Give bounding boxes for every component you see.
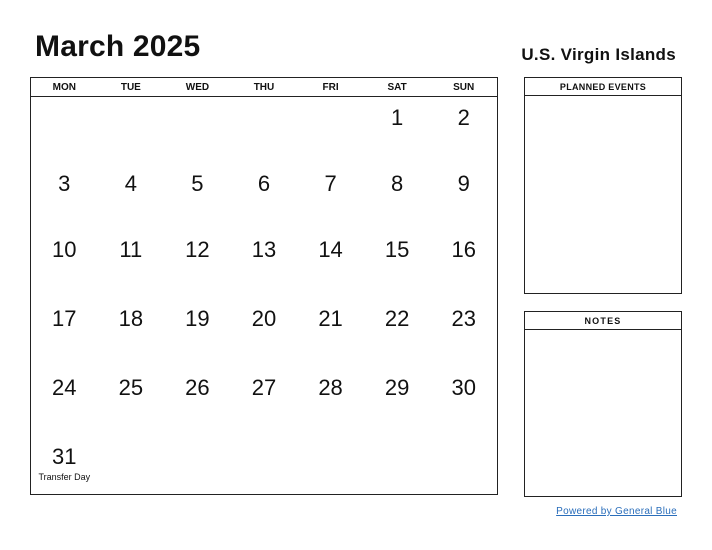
calendar-day-cell — [364, 229, 431, 298]
day-number: 28 — [318, 375, 343, 400]
powered-by-link[interactable]: Powered by General Blue — [556, 506, 677, 517]
calendar-empty-cell — [98, 436, 165, 494]
day-number: 20 — [251, 306, 277, 331]
notes-box — [524, 311, 682, 497]
day-number: 26 — [185, 375, 210, 400]
day-number: 9 — [457, 171, 470, 196]
day-number: 17 — [52, 306, 77, 331]
day-number: 31 — [52, 444, 77, 469]
day-number: 21 — [318, 306, 343, 331]
calendar-day-cell — [231, 298, 298, 367]
notes-title: NOTES — [525, 312, 681, 330]
calendar-empty-cell — [31, 97, 98, 163]
day-number: 23 — [451, 306, 476, 331]
calendar-day-cell — [364, 298, 431, 367]
day-number: 1 — [391, 105, 404, 130]
page-title: March 2025 — [35, 30, 201, 63]
day-number: 2 — [457, 105, 470, 130]
calendar-day-cell — [31, 229, 98, 298]
calendar-day-cell — [231, 163, 298, 229]
calendar-empty-cell — [164, 436, 231, 494]
day-number: 18 — [118, 306, 144, 331]
day-number: 19 — [185, 306, 210, 331]
weekday-wed: WED — [185, 82, 210, 93]
calendar-day-cell — [364, 163, 431, 229]
calendar-day-cell — [31, 163, 98, 229]
day-number: 16 — [451, 237, 476, 262]
day-number: 4 — [124, 171, 137, 196]
day-number: 7 — [324, 171, 337, 196]
day-number: 8 — [391, 171, 404, 196]
calendar-day-cell — [98, 229, 165, 298]
calendar-day-cell — [164, 298, 231, 367]
calendar-day-cell — [430, 367, 497, 436]
calendar-empty-cell — [297, 97, 364, 163]
calendar-day-cell — [297, 229, 364, 298]
calendar-day-cell — [430, 298, 497, 367]
planned-events-box — [524, 77, 682, 294]
weekday-tue: TUE — [120, 82, 141, 93]
calendar-day-cell — [430, 229, 497, 298]
weekday-thu: THU — [253, 82, 275, 93]
day-number: 24 — [52, 375, 77, 400]
calendar-empty-cell — [231, 436, 298, 494]
calendar-empty-cell — [430, 436, 497, 494]
calendar-day-cell — [98, 163, 165, 229]
calendar-day-cell — [98, 367, 165, 436]
calendar-day-cell — [164, 163, 231, 229]
day-number: 6 — [257, 171, 271, 196]
day-number: 30 — [451, 375, 476, 400]
calendar-empty-cell — [364, 436, 431, 494]
calendar-day-cell — [231, 229, 298, 298]
calendar-days — [31, 97, 497, 494]
holiday-label: Transfer Day — [38, 472, 91, 482]
calendar-empty-cell — [98, 97, 165, 163]
calendar-day-cell — [31, 298, 98, 367]
weekday-sun: SUN — [453, 82, 475, 93]
region-label: U.S. Virgin Islands — [521, 45, 676, 64]
day-number: 5 — [191, 171, 204, 196]
calendar-day-cell — [297, 367, 364, 436]
calendar-day-cell — [164, 367, 231, 436]
calendar-day-cell — [297, 163, 364, 229]
calendar-day-cell — [231, 367, 298, 436]
calendar-day-cell — [31, 436, 98, 494]
weekday-header — [31, 78, 497, 97]
day-number: 12 — [185, 237, 210, 262]
weekday-sat: SAT — [387, 82, 407, 93]
day-number: 22 — [384, 306, 410, 331]
calendar-empty-cell — [297, 436, 364, 494]
day-number: 11 — [119, 237, 143, 262]
day-number: 13 — [251, 237, 277, 262]
day-number: 10 — [52, 237, 77, 262]
calendar-day-cell — [297, 298, 364, 367]
calendar-day-cell — [364, 367, 431, 436]
calendar-day-cell — [164, 229, 231, 298]
day-number: 25 — [118, 375, 144, 400]
weekday-fri: FRI — [322, 82, 339, 93]
calendar-day-cell — [364, 97, 431, 163]
day-number: 15 — [384, 237, 410, 262]
calendar-day-cell — [430, 163, 497, 229]
weekday-mon: MON — [52, 82, 76, 93]
calendar-day-cell — [31, 367, 98, 436]
day-number: 3 — [58, 171, 71, 196]
day-number: 27 — [251, 375, 277, 400]
calendar-day-cell — [430, 97, 497, 163]
day-number: 14 — [318, 237, 343, 262]
calendar-day-cell — [98, 298, 165, 367]
day-number: 29 — [384, 375, 410, 400]
calendar-empty-cell — [231, 97, 298, 163]
calendar-empty-cell — [164, 97, 231, 163]
calendar-grid — [30, 77, 498, 495]
planned-events-title: PLANNED EVENTS — [525, 78, 681, 96]
